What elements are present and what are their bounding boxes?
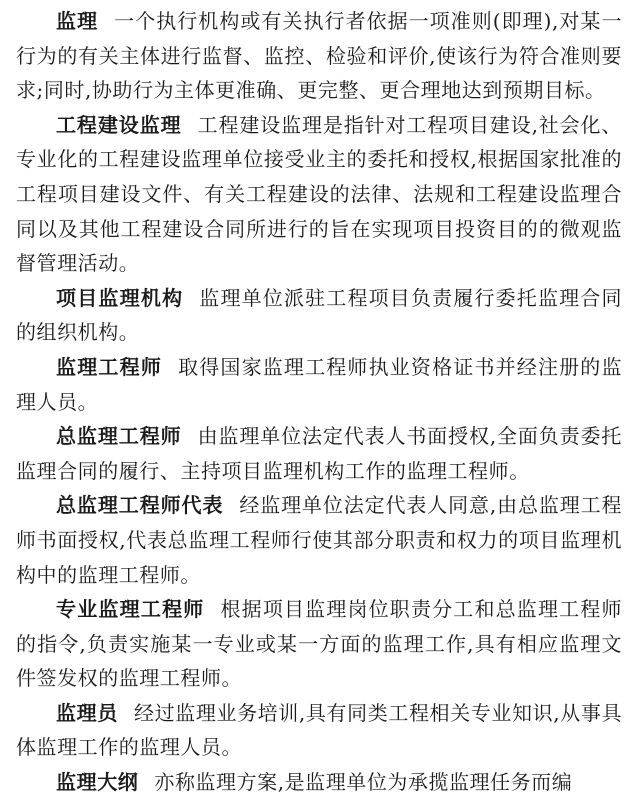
entry-definition: 由监理单位法定代表人书面授权,全面负责委托监理合同的履行、主持项目监理机构工作的监理工程师。 [16, 424, 622, 483]
entry-term: 监理 [56, 9, 99, 33]
entry-term: 工程建设监理 [56, 112, 182, 137]
entry-definition: 监理单位派驻工程项目负责履行委托监理合同的组织机构。 [16, 285, 622, 345]
glossary-entry-specialty-supervision-engineer [16, 592, 622, 696]
entry-term: 总监理工程师代表 [56, 493, 224, 518]
entry-definition: 取得国家监理工程师执业资格证书并经注册的监理人员。 [16, 354, 622, 414]
entry-term: 监理工程师 [56, 354, 163, 379]
glossary-entry-construction-supervision [16, 108, 622, 281]
entry-definition: 经过监理业务培训,具有同类工程相关专业知识,从事具体监理工作的监理人员。 [16, 700, 622, 760]
entry-definition: 一个执行机构或有关执行者依据一项准则(即理),对某一行为的有关主体进行监督、监控、检验和评价,使该行为符合准则要求;同时,协助行为主体更准确、更完整、更合理地达到预期目标。 [16, 9, 623, 103]
entry-definition: 工程建设监理是指针对工程项目建设,社会化、专业化的工程建设监理单位接受业主的委托和授权,根据国家批准的工程项目建设文件、有关工程建设的法律、法规和工程建设监理合同以及其他工程建设合同所进行的旨在实现项目投资目的的微观监督管理活动。 [16, 112, 622, 276]
glossary-entry-project-supervision-agency [16, 281, 622, 350]
entry-term: 专业监理工程师 [56, 597, 205, 622]
glossary-page [16, 4, 622, 800]
glossary-entry-supervision-engineer [16, 350, 622, 419]
entry-term: 总监理工程师 [56, 424, 182, 449]
glossary-entry-supervisor [16, 696, 622, 765]
glossary-entry-chief-supervision-engineer [16, 419, 622, 488]
entry-definition: 亦称监理方案,是监理单位为承揽监理任务而编 [154, 770, 573, 795]
entry-term: 监理大纲 [56, 770, 139, 795]
glossary-entry-supervision-outline [16, 765, 622, 800]
entry-term: 项目监理机构 [56, 285, 184, 310]
glossary-entry-supervision [16, 4, 622, 108]
entry-term: 监理员 [56, 700, 118, 725]
glossary-entry-chief-engineer-representative [16, 488, 622, 592]
entry-definition: 根据项目监理岗位职责分工和总监理工程师的指令,负责实施某一专业或某一方面的监理工作,具有相应监理文件签发权的监理工程师。 [16, 597, 622, 691]
entry-definition: 经监理单位法定代表人同意,由总监理工程师书面授权,代表总监理工程师行使其部分职责和权力的项目监理机构中的监理工程师。 [16, 493, 622, 587]
